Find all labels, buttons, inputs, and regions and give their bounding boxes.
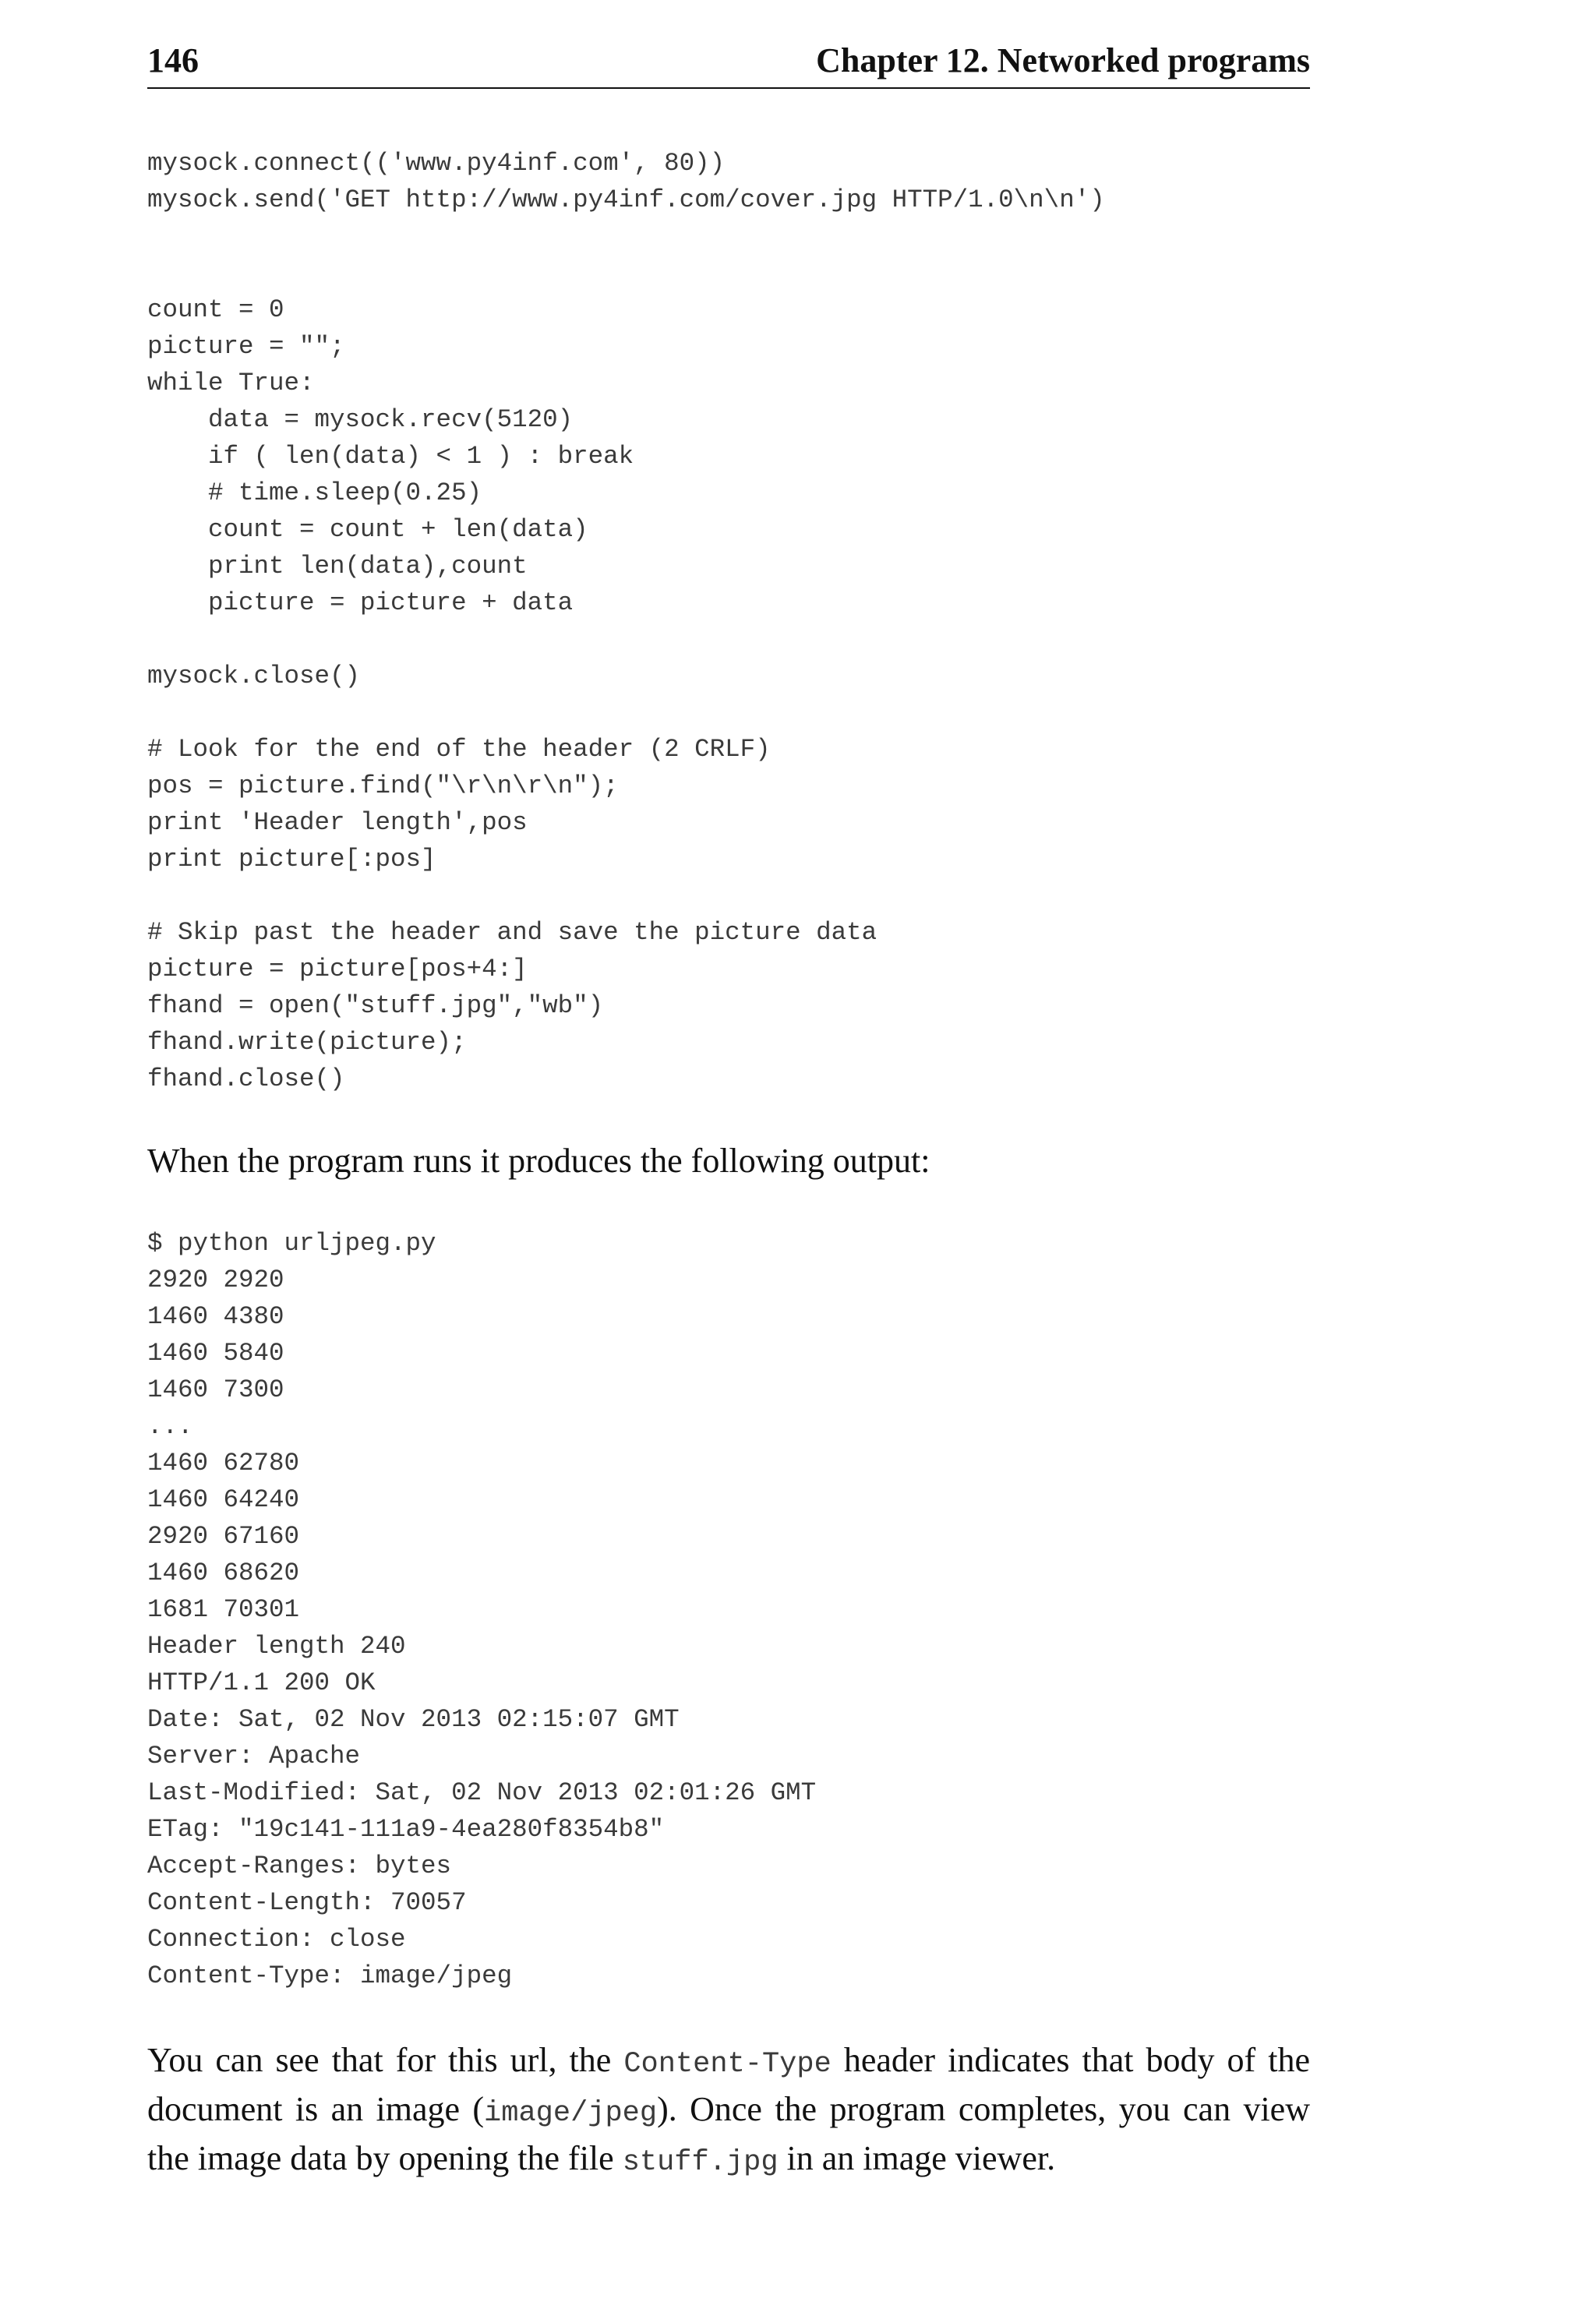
code-line: mysock.send('GET http://www.py4inf.com/cover.jpg HTTP/1.0\n\n') — [147, 185, 1105, 214]
code-line: 1460 68620 — [147, 1559, 300, 1587]
page-header — [147, 41, 1310, 89]
code-line: Date: Sat, 02 Nov 2013 02:15:07 GMT — [147, 1705, 680, 1734]
code-line: $ python urljpeg.py — [147, 1229, 436, 1258]
book-page — [147, 0, 1310, 2309]
inline-code-image-jpeg: image/jpeg — [484, 2097, 658, 2130]
code-line: 1460 64240 — [147, 1485, 300, 1514]
code-line: pos = picture.find("\r\n\r\n"); — [147, 771, 619, 800]
code-line: fhand.write(picture); — [147, 1028, 467, 1057]
code-line — [147, 877, 877, 914]
code-line: Accept-Ranges: bytes — [147, 1852, 452, 1880]
explanation-paragraph — [147, 2038, 1310, 2185]
code-line: Content-Length: 70057 — [147, 1888, 467, 1917]
code-line: fhand = open("stuff.jpg","wb") — [147, 991, 604, 1020]
code-line: ... — [147, 1412, 193, 1441]
code-line: # Look for the end of the header (2 CRLF) — [147, 735, 771, 764]
code-line: 2920 2920 — [147, 1266, 284, 1294]
output-intro-paragraph: When the program runs it produces the following output: — [147, 1142, 930, 1180]
program-output-block — [147, 1225, 816, 1994]
code-line: print 'Header length',pos — [147, 808, 528, 837]
code-line: if ( len(data) < 1 ) : break — [147, 442, 634, 471]
code-line: 2920 67160 — [147, 1522, 300, 1551]
code-line: picture = picture + data — [147, 588, 574, 617]
code-line: fhand.close() — [147, 1064, 345, 1093]
code-line: 1460 62780 — [147, 1449, 300, 1478]
code-line: 1460 5840 — [147, 1339, 284, 1368]
code-line: HTTP/1.1 200 OK — [147, 1668, 376, 1697]
code-block-connect — [147, 145, 1105, 218]
code-line: mysock.close() — [147, 662, 361, 690]
code-line: # Skip past the header and save the picture data — [147, 918, 877, 947]
code-line: print picture[:pos] — [147, 845, 436, 874]
code-line: mysock.connect(('www.py4inf.com', 80)) — [147, 149, 726, 178]
code-line: ETag: "19c141-111a9-4ea280f8354b8" — [147, 1815, 665, 1844]
chapter-title: Chapter 12. Networked programs — [816, 41, 1310, 79]
inline-code-content-type: Content-Type — [623, 2048, 832, 2081]
code-line — [147, 621, 877, 658]
code-line: 1460 4380 — [147, 1302, 284, 1331]
code-line: Last-Modified: Sat, 02 Nov 2013 02:01:26 GMT — [147, 1778, 817, 1807]
page-number: 146 — [147, 41, 199, 79]
explanation-text-4: in an image viewer. — [778, 2139, 1056, 2177]
explanation-text-3: ). Once the program completes, you can view the image data by opening the file — [147, 2090, 1310, 2177]
inline-code-stuff-jpg: stuff.jpg — [622, 2146, 779, 2179]
code-line: 1681 70301 — [147, 1595, 300, 1624]
code-line: Connection: close — [147, 1925, 406, 1954]
code-line: Content-Type: image/jpeg — [147, 1961, 513, 1990]
code-line: count = 0 — [147, 295, 284, 324]
explanation-text-1: You can see that for this url, the — [147, 2041, 624, 2079]
code-line: Header length 240 — [147, 1632, 406, 1661]
code-line: # time.sleep(0.25) — [147, 478, 482, 507]
explanation-text-2: header indicates that body of the document is an image ( — [147, 2041, 1310, 2128]
code-line — [147, 694, 877, 731]
code-line: count = count + len(data) — [147, 515, 588, 544]
code-line: while True: — [147, 369, 315, 397]
code-line: print len(data),count — [147, 552, 528, 581]
code-line: picture = ""; — [147, 332, 345, 361]
code-line: picture = picture[pos+4:] — [147, 955, 528, 983]
code-line: 1460 7300 — [147, 1375, 284, 1404]
code-line: Server: Apache — [147, 1742, 361, 1771]
code-block-receive — [147, 291, 877, 1097]
code-line: data = mysock.recv(5120) — [147, 405, 574, 434]
